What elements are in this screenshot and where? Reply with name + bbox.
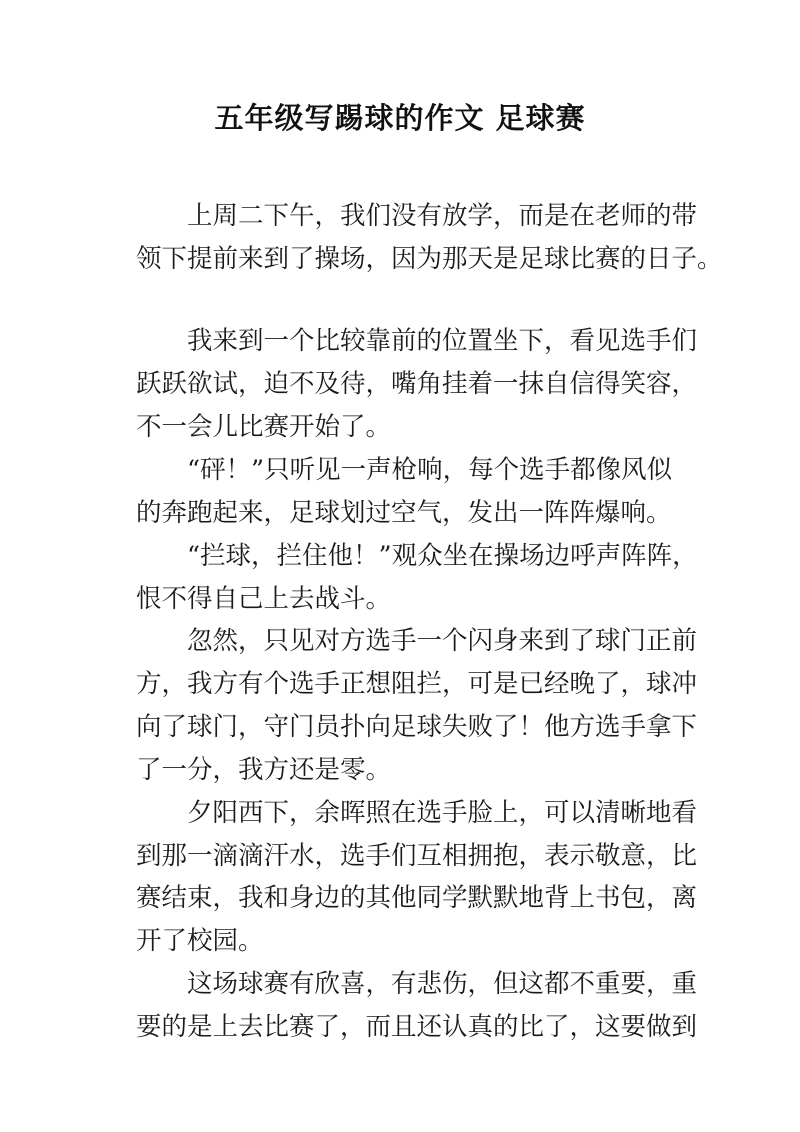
text-line: 领下提前来到了操场，因为那天是足球比赛的日子。 xyxy=(136,244,723,274)
text-line: 这场球赛有欣喜，有悲伤，但这都不重要，重 xyxy=(136,969,698,999)
text-line: “拦球，拦住他！”观众坐在操场边呼声阵阵， xyxy=(136,541,698,571)
text-line: 开了校园。 xyxy=(136,926,264,956)
text-line: 向了球门，守门员扑向足球失败了！他方选手拿下 xyxy=(136,712,698,742)
text-line: 要的是上去比赛了，而且还认真的比了，这要做到 xyxy=(136,1012,698,1042)
text-line: 到那一滴滴汗水，选手们互相拥抱，表示敬意，比 xyxy=(136,841,698,871)
text-line: 跃跃欲试，迫不及待，嘴角挂着一抹自信得笑容， xyxy=(136,369,698,399)
text-line: 了一分，我方还是零。 xyxy=(136,755,392,785)
text-line: 我来到一个比较靠前的位置坐下，看见选手们 xyxy=(136,326,698,356)
text-line: 忽然，只见对方选手一个闪身来到了球门正前 xyxy=(136,626,698,656)
text-line: 恨不得自己上去战斗。 xyxy=(136,584,392,614)
document-title: 五年级写踢球的作文 足球赛 xyxy=(214,101,586,135)
text-line: “砰！”只听见一声枪响，每个选手都像风似 xyxy=(136,455,673,485)
text-line: 的奔跑起来，足球划过空气，发出一阵阵爆响。 xyxy=(136,498,672,528)
text-line: 夕阳西下，余晖照在选手脸上，可以清晰地看 xyxy=(136,798,698,828)
text-line: 上周二下午，我们没有放学，而是在老师的带 xyxy=(136,201,698,231)
text-line: 方，我方有个选手正想阻拦，可是已经晚了，球冲 xyxy=(136,669,698,699)
text-line: 赛结束，我和身边的其他同学默默地背上书包，离 xyxy=(136,883,698,913)
text-line: 不一会儿比赛开始了。 xyxy=(136,412,392,442)
